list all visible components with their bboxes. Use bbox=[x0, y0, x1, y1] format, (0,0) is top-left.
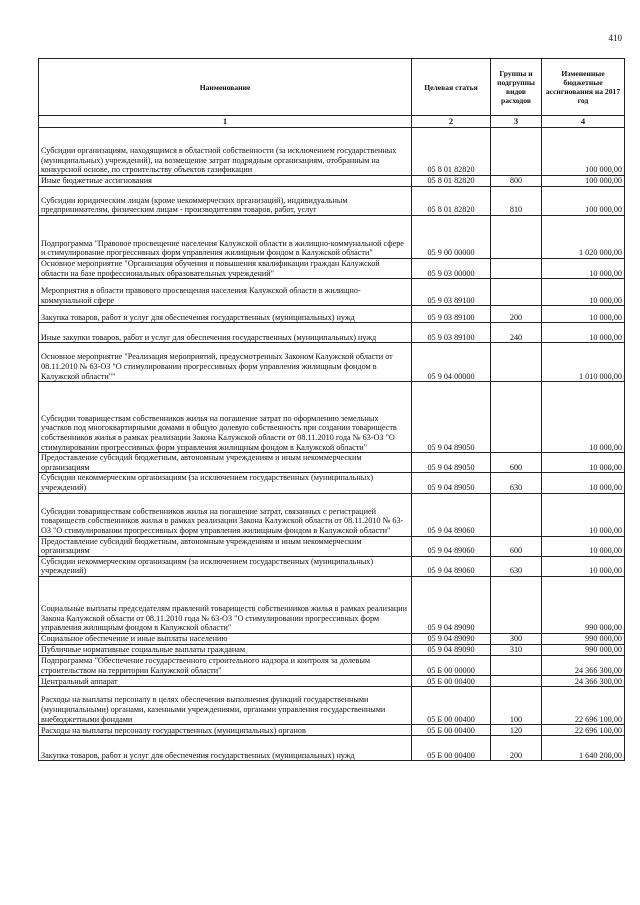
row-name-cell: Основное мероприятие "Организация обучения и повышения квалификации граждан Калужской области на базе профессиональных образовательных учреждений" bbox=[39, 259, 412, 279]
row-code-cell: 05 8 01 82820 bbox=[412, 187, 491, 216]
row-code-cell: 05 Б 00 00400 bbox=[412, 736, 491, 761]
row-group-cell bbox=[491, 382, 542, 453]
row-code-cell: 05 9 03 89100 bbox=[412, 279, 491, 306]
row-name-cell: Субсидии некоммерческим организациям (за исключением государственных (муниципальных) учреждений) bbox=[39, 473, 412, 493]
row-group-cell: 600 bbox=[491, 453, 542, 473]
table-row bbox=[39, 576, 625, 633]
row-code-cell: 05 8 01 82820 bbox=[412, 176, 491, 187]
row-amount-cell: 10 000,00 bbox=[542, 493, 625, 536]
row-name-cell: Социальные выплаты председателям правлений товариществ собственников жилья в рамках реализации Закона Калужской области от 08.11.2010 года № 63-ОЗ "О стимулировании прогрессивных форм управления жилищным фондом в Калужской области" bbox=[39, 576, 412, 633]
table-row bbox=[39, 556, 625, 576]
row-amount-cell: 990 000,00 bbox=[542, 576, 625, 633]
row-group-cell: 100 bbox=[491, 687, 542, 725]
row-code-cell: 05 9 04 89060 bbox=[412, 493, 491, 536]
row-group-cell bbox=[491, 343, 542, 382]
row-group-cell: 810 bbox=[491, 187, 542, 216]
table-row bbox=[39, 736, 625, 761]
row-name-cell: Расходы на выплаты персоналу в целях обеспечения выполнения функций государственными (муниципальными) органами, казенными учреждениями, органами управления государственными внебюджетными фондами bbox=[39, 687, 412, 725]
row-amount-cell: 10 000,00 bbox=[542, 536, 625, 556]
row-name-cell: Предоставление субсидий бюджетным, автономным учреждениям и иным некоммерческим организациям bbox=[39, 453, 412, 473]
table-row bbox=[39, 259, 625, 279]
row-amount-cell: 990 000,00 bbox=[542, 644, 625, 655]
table-header-row bbox=[39, 59, 625, 116]
row-name-cell: Публичные нормативные социальные выплаты гражданам bbox=[39, 644, 412, 655]
row-amount-cell: 10 000,00 bbox=[542, 382, 625, 453]
row-name-cell: Субсидии товариществам собственников жилья на погашение затрат, связанных с регистрацией товариществ собственников жилья в рамках реализации Закона Калужской области от 08.11.2010 № 63-ОЗ "О стимулировании прогрессивных форм управления жилищным фондом в Калужской области" bbox=[39, 493, 412, 536]
row-amount-cell: 10 000,00 bbox=[542, 323, 625, 343]
table-row bbox=[39, 128, 625, 176]
row-code-cell: 05 9 04 89060 bbox=[412, 556, 491, 576]
row-code-cell: 05 9 03 00000 bbox=[412, 259, 491, 279]
column-number-row bbox=[39, 116, 625, 128]
row-name-cell: Подпрограмма "Правовое просвещение населения Калужской области в жилищно-коммунальной сфере и стимулирование прогрессивных форм управления жилищным фондом в Калужской области" bbox=[39, 216, 412, 259]
row-amount-cell: 10 000,00 bbox=[542, 556, 625, 576]
row-amount-cell: 10 000,00 bbox=[542, 279, 625, 306]
row-amount-cell: 1 010 000,00 bbox=[542, 343, 625, 382]
row-name-cell: Субсидии товариществам собственников жилья на погашение затрат по оформлению земельных участков под многоквартирными домами в общую долевую собственность при создании товариществ собственников жилья в рамках реализации Закона Калужской области от 08.11.2010 года № 63-ОЗ "О стимулировании прогрессивных форм управления жилищным фондом в Калужской области" bbox=[39, 382, 412, 453]
row-name-cell: Закупка товаров, работ и услуг для обеспечения государственных (муниципальных) нужд bbox=[39, 306, 412, 323]
row-group-cell: 310 bbox=[491, 644, 542, 655]
row-code-cell: 05 9 04 00000 bbox=[412, 343, 491, 382]
table-row bbox=[39, 493, 625, 536]
row-group-cell bbox=[491, 259, 542, 279]
column-number: 2 bbox=[412, 116, 491, 128]
table-row bbox=[39, 187, 625, 216]
table-row bbox=[39, 306, 625, 323]
row-group-cell bbox=[491, 128, 542, 176]
row-amount-cell: 1 640 200,00 bbox=[542, 736, 625, 761]
table-row bbox=[39, 279, 625, 306]
table-row bbox=[39, 473, 625, 493]
row-name-cell: Основное мероприятие "Реализация мероприятий, предусмотренных Законом Калужской области от 08.11.2010 № 63-ОЗ "О стимулировании прогрессивных форм управления жилищным фондом в Калужской области"" bbox=[39, 343, 412, 382]
row-group-cell bbox=[491, 493, 542, 536]
table-row bbox=[39, 676, 625, 687]
row-amount-cell: 100 000,00 bbox=[542, 187, 625, 216]
row-group-cell: 600 bbox=[491, 536, 542, 556]
table-row bbox=[39, 633, 625, 644]
row-name-cell: Расходы на выплаты персоналу государственных (муниципальных) органов bbox=[39, 725, 412, 736]
table-row bbox=[39, 687, 625, 725]
row-code-cell: 05 8 01 82820 bbox=[412, 128, 491, 176]
row-code-cell: 05 9 03 89100 bbox=[412, 323, 491, 343]
row-code-cell: 05 9 04 89090 bbox=[412, 576, 491, 633]
row-amount-cell: 22 696 100,00 bbox=[542, 725, 625, 736]
row-amount-cell: 1 020 000,00 bbox=[542, 216, 625, 259]
row-name-cell: Центральный аппарат bbox=[39, 676, 412, 687]
table-row bbox=[39, 725, 625, 736]
table-row bbox=[39, 176, 625, 187]
row-group-cell bbox=[491, 576, 542, 633]
table-row bbox=[39, 343, 625, 382]
row-code-cell: 05 Б 00 00400 bbox=[412, 687, 491, 725]
column-number: 1 bbox=[39, 116, 412, 128]
table-row bbox=[39, 644, 625, 655]
row-name-cell: Подпрограмма "Обеспечение государственного строительного надзора и контроля за долевым строительством на территории Калужской области" bbox=[39, 655, 412, 675]
budget-table bbox=[38, 58, 625, 761]
row-code-cell: 05 Б 00 00400 bbox=[412, 725, 491, 736]
row-group-cell: 630 bbox=[491, 473, 542, 493]
table-row bbox=[39, 655, 625, 675]
column-number: 4 bbox=[542, 116, 625, 128]
row-amount-cell: 24 366 300,00 bbox=[542, 676, 625, 687]
row-name-cell: Социальное обеспечение и иные выплаты населению bbox=[39, 633, 412, 644]
row-group-cell: 630 bbox=[491, 556, 542, 576]
row-amount-cell: 100 000,00 bbox=[542, 176, 625, 187]
row-group-cell: 240 bbox=[491, 323, 542, 343]
row-name-cell: Субсидии некоммерческим организациям (за исключением государственных (муниципальных) учреждений) bbox=[39, 556, 412, 576]
row-group-cell bbox=[491, 676, 542, 687]
row-group-cell: 200 bbox=[491, 306, 542, 323]
row-name-cell: Иные бюджетные ассигнования bbox=[39, 176, 412, 187]
page-number: 410 bbox=[608, 33, 622, 43]
header-code: Целевая статья bbox=[412, 59, 491, 116]
row-code-cell: 05 9 04 89050 bbox=[412, 453, 491, 473]
row-name-cell: Иные закупки товаров, работ и услуг для обеспечения государственных (муниципальных) нужд bbox=[39, 323, 412, 343]
row-amount-cell: 22 696 100,00 bbox=[542, 687, 625, 725]
table-row bbox=[39, 216, 625, 259]
row-amount-cell: 10 000,00 bbox=[542, 259, 625, 279]
row-name-cell: Закупка товаров, работ и услуг для обеспечения государственных (муниципальных) нужд bbox=[39, 736, 412, 761]
row-code-cell: 05 9 00 00000 bbox=[412, 216, 491, 259]
row-code-cell: 05 9 04 89050 bbox=[412, 473, 491, 493]
row-amount-cell: 990 000,00 bbox=[542, 633, 625, 644]
row-code-cell: 05 9 04 89060 bbox=[412, 536, 491, 556]
row-group-cell: 300 bbox=[491, 633, 542, 644]
table-row bbox=[39, 536, 625, 556]
row-amount-cell: 24 366 300,00 bbox=[542, 655, 625, 675]
row-group-cell bbox=[491, 655, 542, 675]
table-row bbox=[39, 453, 625, 473]
row-group-cell: 200 bbox=[491, 736, 542, 761]
row-name-cell: Предоставление субсидий бюджетным, автономным учреждениям и иным некоммерческим организациям bbox=[39, 536, 412, 556]
row-group-cell: 800 bbox=[491, 176, 542, 187]
row-code-cell: 05 9 03 89100 bbox=[412, 306, 491, 323]
row-code-cell: 05 9 04 89090 bbox=[412, 644, 491, 655]
row-group-cell bbox=[491, 279, 542, 306]
table-row bbox=[39, 323, 625, 343]
table-row bbox=[39, 382, 625, 453]
row-amount-cell: 10 000,00 bbox=[542, 306, 625, 323]
row-name-cell: Мероприятия в области правового просвещения населения Калужской области в жилищно-коммунальной сфере bbox=[39, 279, 412, 306]
header-name: Наименование bbox=[39, 59, 412, 116]
row-code-cell: 05 9 04 89050 bbox=[412, 382, 491, 453]
row-code-cell: 05 9 04 89090 bbox=[412, 633, 491, 644]
row-code-cell: 05 Б 00 00000 bbox=[412, 655, 491, 675]
row-amount-cell: 10 000,00 bbox=[542, 473, 625, 493]
row-name-cell: Субсидии организациям, находящимся в областной собственности (за исключением государственных (муниципальных) учреждений), на возмещение затрат подрядным организациям, отобранным на конкурсной основе, по строительству объектов газификации bbox=[39, 128, 412, 176]
row-group-cell bbox=[491, 216, 542, 259]
row-code-cell: 05 Б 00 00400 bbox=[412, 676, 491, 687]
header-group: Группы и подгруппы видов расходов bbox=[491, 59, 542, 116]
column-number: 3 bbox=[491, 116, 542, 128]
row-name-cell: Субсидии юридическим лицам (кроме некоммерческих организаций), индивидуальным предпринимателям, физическим лицам - производителям товаров, работ, услуг bbox=[39, 187, 412, 216]
row-group-cell: 120 bbox=[491, 725, 542, 736]
row-amount-cell: 100 000,00 bbox=[542, 128, 625, 176]
header-amount: Измененные бюджетные ассигнования на 2017 год bbox=[542, 59, 625, 116]
row-amount-cell: 10 000,00 bbox=[542, 453, 625, 473]
